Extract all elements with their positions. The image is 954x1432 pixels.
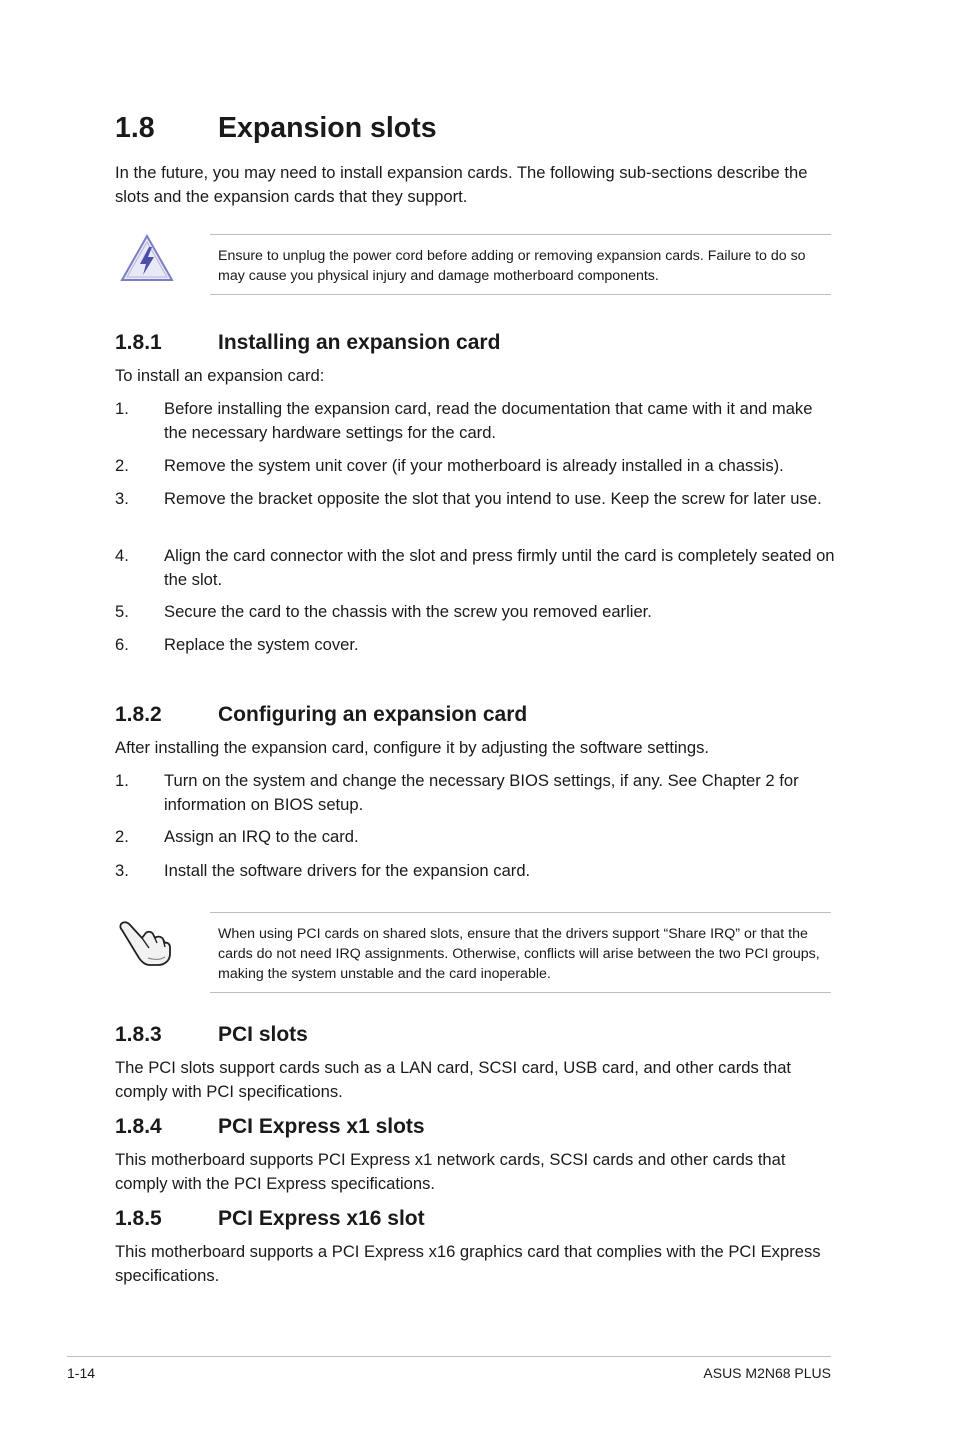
- heading-configuring: [115, 703, 527, 727]
- info-note-text: When using PCI cards on shared slots, ensure that the drivers support “Share IRQ” or that the cards do not need IRQ assignments. Otherwise, conflicts will arise between the two PCI groups, making the system unstable and the card inoperable.: [218, 926, 820, 982]
- list-number: 1.: [115, 399, 129, 418]
- heading-pcie-x1: [115, 1115, 425, 1139]
- list-item: [115, 600, 835, 624]
- list-item: [115, 487, 835, 511]
- list-item: [115, 397, 835, 444]
- page-title: [115, 112, 437, 145]
- list-text: Remove the bracket opposite the slot that you intend to use. Keep the screw for later use.: [164, 489, 822, 508]
- list-item: [115, 769, 835, 816]
- product-name: ASUS M2N68 PLUS: [703, 1365, 831, 1381]
- heading-text: Installing an expansion card: [218, 331, 501, 354]
- heading-number: 1.8.2: [115, 703, 162, 726]
- list-number: 2.: [115, 827, 129, 846]
- list-text: Before installing the expansion card, read the documentation that came with it and make the necessary hardware settings for the card.: [164, 399, 813, 442]
- warning-lightning-icon: [118, 233, 174, 288]
- heading-pcie-x16: [115, 1207, 425, 1231]
- heading-number: 1.8.4: [115, 1115, 162, 1138]
- warning-note: [210, 234, 831, 295]
- list-number: 4.: [115, 546, 129, 565]
- heading-pci: [115, 1023, 308, 1047]
- list-item: [115, 454, 835, 478]
- list-number: 2.: [115, 456, 129, 475]
- info-note: [210, 912, 831, 993]
- list-text: Remove the system unit cover (if your motherboard is already installed in a chassis).: [164, 456, 784, 475]
- list-number: 1.: [115, 771, 129, 790]
- pci-paragraph: The PCI slots support cards such as a LAN card, SCSI card, USB card, and other cards that comply with PCI specifications.: [115, 1058, 792, 1101]
- heading-text: PCI Express x1 slots: [218, 1115, 425, 1138]
- section-title: Expansion slots: [218, 112, 437, 144]
- heading-installing: [115, 331, 500, 355]
- heading-number: 1.8.5: [115, 1207, 162, 1230]
- list-text: Secure the card to the chassis with the screw you removed earlier.: [164, 602, 652, 621]
- section-number: 1.8: [115, 112, 155, 144]
- list-item: [115, 633, 835, 657]
- heading-number: 1.8.1: [115, 331, 162, 354]
- list-text: Replace the system cover.: [164, 635, 359, 654]
- list-item: [115, 825, 835, 849]
- pointing-hand-icon: [118, 918, 174, 973]
- heading-text: PCI slots: [218, 1023, 308, 1046]
- list-item: [115, 544, 835, 591]
- list-item: [115, 859, 835, 883]
- list-number: 3.: [115, 489, 129, 508]
- heading-text: PCI Express x16 slot: [218, 1207, 425, 1230]
- pcie-x1-paragraph: This motherboard supports PCI Express x1 network cards, SCSI cards and other cards that comply with the PCI Express specifications.: [115, 1150, 786, 1193]
- footer-divider: [67, 1356, 831, 1357]
- heading-text: Configuring an expansion card: [218, 703, 528, 726]
- heading-number: 1.8.3: [115, 1023, 162, 1046]
- intro-paragraph: In the future, you may need to install expansion cards. The following sub-sections describe the slots and the expansion cards that they support.: [115, 163, 808, 206]
- list-text: Turn on the system and change the necessary BIOS settings, if any. See Chapter 2 for information on BIOS setup.: [164, 771, 799, 814]
- list-text: Align the card connector with the slot and press firmly until the card is completely seated on the slot.: [164, 546, 835, 589]
- pcie-x16-paragraph: This motherboard supports a PCI Express x16 graphics card that complies with the PCI Express specifications.: [115, 1242, 821, 1285]
- page-number: 1-14: [67, 1365, 96, 1381]
- list-number: 3.: [115, 861, 129, 880]
- install-intro: To install an expansion card:: [115, 366, 325, 385]
- warning-note-text: Ensure to unplug the power cord before adding or removing expansion cards. Failure to do so may cause you physical injury and damage motherboard components.: [218, 248, 806, 284]
- list-text: Install the software drivers for the expansion card.: [164, 861, 531, 880]
- list-number: 5.: [115, 602, 129, 621]
- configure-intro: After installing the expansion card, configure it by adjusting the software settings.: [115, 738, 710, 757]
- list-number: 6.: [115, 635, 129, 654]
- list-text: Assign an IRQ to the card.: [164, 827, 359, 846]
